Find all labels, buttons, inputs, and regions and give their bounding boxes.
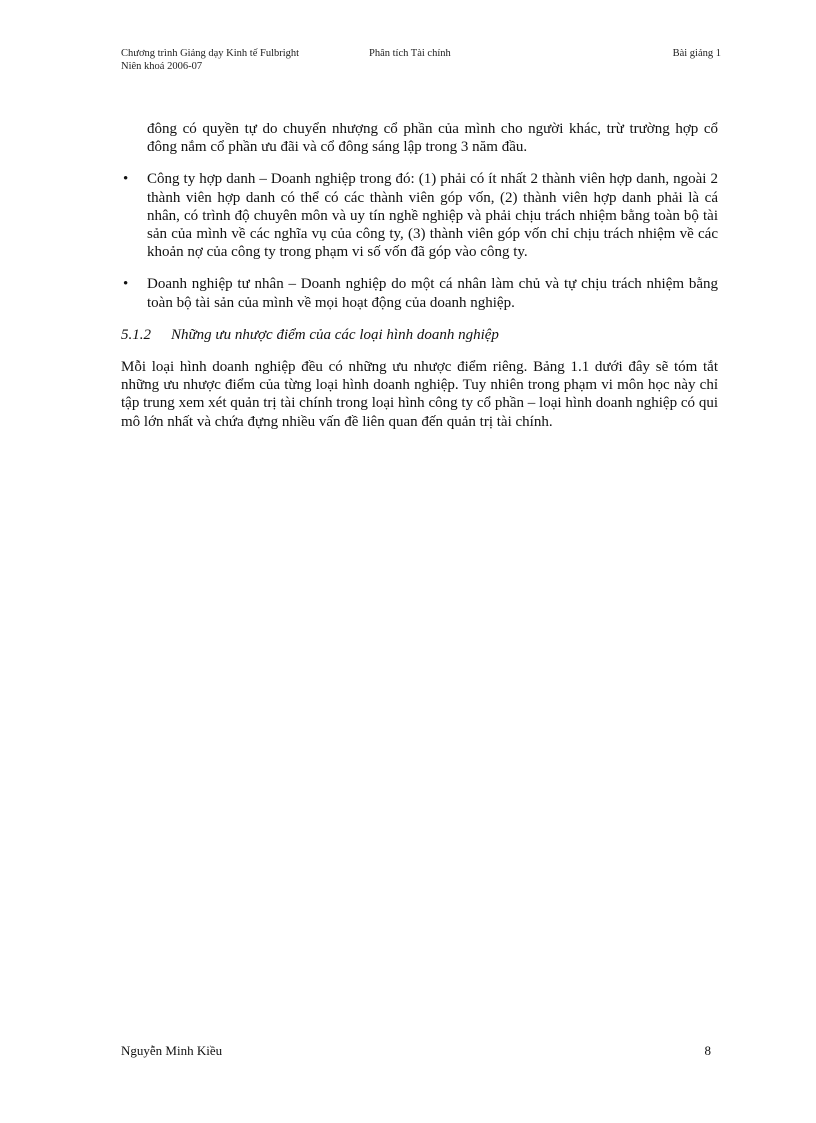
bullet-item xyxy=(121,275,718,311)
page-content xyxy=(121,120,718,446)
header-course: Phân tích Tài chính xyxy=(369,48,451,59)
header-lecture: Bài giảng 1 xyxy=(672,48,721,59)
footer-author: Nguyễn Minh Kiều xyxy=(121,1043,223,1058)
page-footer xyxy=(121,1043,711,1059)
bullet-text: Doanh nghiệp tư nhân – Doanh nghiệp do một cá nhân làm chủ và tự chịu trách nhiệm bằng toàn bộ tài sản của mình về mọi hoạt động của doanh nghiệp. xyxy=(147,276,718,311)
continuation-paragraph: đông có quyền tự do chuyển nhượng cổ phần của mình cho người khác, trừ trường hợp cổ đông nắm cổ phần ưu đãi và cổ đông sáng lập trong 3 năm đầu. xyxy=(147,121,718,156)
page-header xyxy=(121,47,721,73)
bullet-icon: • xyxy=(123,276,129,293)
bullet-text: Công ty hợp danh – Doanh nghiệp trong đó: (1) phải có ít nhất 2 thành viên hợp danh, ngoài 2 thành viên hợp danh có thể có các thành viên góp vốn, (2) thành viên hợp danh phải là cá nhân, có trình độ chuyên môn và uy tín nghề nghiệp và phải chịu trách nhiệm bằng toàn bộ tài sản của mình về các nghĩa vụ của công ty, (3) thành viên góp vốn chỉ chịu trách nhiệm về các khoản nợ của công ty trong phạm vi số vốn đã góp vào công ty. xyxy=(147,171,718,261)
header-program: Chương trình Giảng dạy Kinh tế Fulbright xyxy=(121,48,300,59)
header-year: Niên khoá 2006-07 xyxy=(121,61,203,72)
bullet-item xyxy=(121,170,718,261)
section-number: 5.1.2 xyxy=(121,326,151,343)
bullet-icon: • xyxy=(123,171,129,188)
body-paragraph: Mỗi loại hình doanh nghiệp đều có những ưu nhược điểm riêng. Bảng 1.1 dưới đây sẽ tóm tắt những ưu nhược điểm của từng loại hình doanh nghiệp. Tuy nhiên trong phạm vi môn học này chỉ tập trung xem xét quản trị tài chính trong loại hình công ty cổ phần – loại hình doanh nghiệp có qui mô lớn nhất và chứa đựng nhiều vấn đề liên quan đến quản trị tài chính. xyxy=(121,359,718,430)
page-number: 8 xyxy=(704,1043,711,1058)
section-title: Những ưu nhược điểm của các loại hình doanh nghiệp xyxy=(171,326,499,343)
section-heading xyxy=(121,326,718,344)
